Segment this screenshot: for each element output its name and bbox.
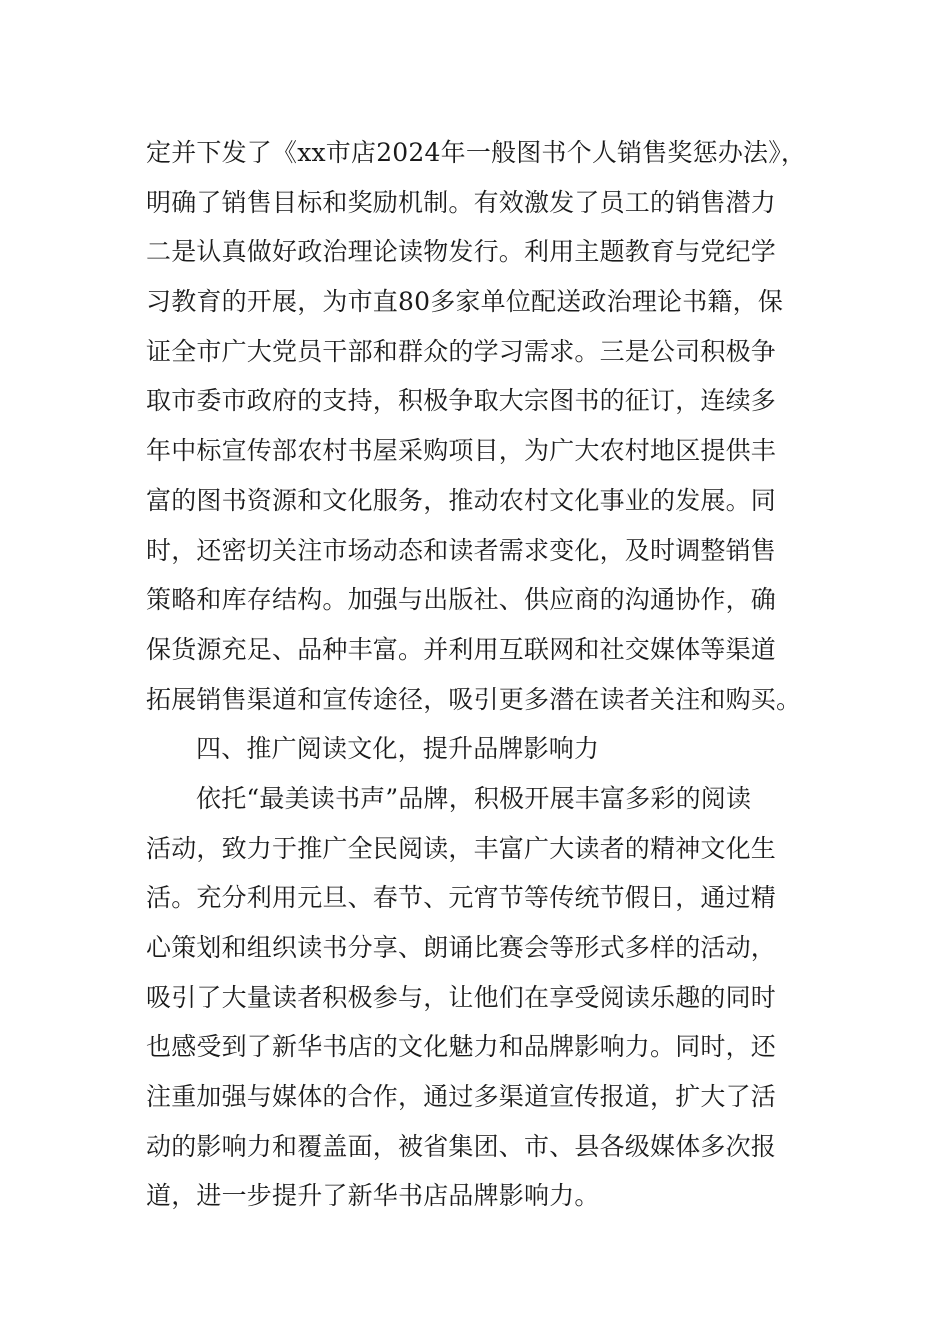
text-line: 二是认真做好政治理论读物发行。利用主题教育与党纪学 (146, 237, 777, 267)
text-line: 习教育的开展，为市直80多家单位配送政治理论书籍，保 (146, 287, 784, 317)
text-line: 注重加强与媒体的合作，通过多渠道宣传报道，扩大了活 (146, 1082, 777, 1112)
text-line: 也感受到了新华书店的文化魅力和品牌影响力。同时，还 (146, 1032, 777, 1062)
text-line: 明确了销售目标和奖励机制。有效激发了员工的销售潜力 (146, 187, 777, 217)
document-body (146, 128, 811, 1221)
text-line: 时，还密切关注市场动态和读者需求变化，及时调整销售 (146, 535, 777, 565)
text-line: 动的影响力和覆盖面，被省集团、市、县各级媒体多次报 (146, 1131, 777, 1161)
text-line: 年中标宣传部农村书屋采购项目，为广大农村地区提供丰 (146, 436, 777, 466)
text-line: 保货源充足、品种丰富。并利用互联网和社交媒体等渠道 (146, 634, 777, 664)
text-line: 心策划和组织读书分享、朗诵比赛会等形式多样的活动， (146, 933, 777, 962)
text-line: 活。充分利用元旦、春节、元宵节等传统节假日，通过精 (146, 883, 777, 913)
text-line: 证全市广大党员干部和群众的学习需求。三是公司积极争 (146, 336, 777, 366)
text-line: 取市委市政府的支持，积极争取大宗图书的征订，连续多 (146, 386, 777, 416)
text-line: 拓展销售渠道和宣传途径，吸引更多潜在读者关注和购买。 (146, 684, 802, 714)
text-line: 策略和库存结构。加强与出版社、供应商的沟通协作，确 (146, 585, 777, 615)
text-line: 活动，致力于推广全民阅读，丰富广大读者的精神文化生 (146, 833, 777, 863)
text-line: 道，进一步提升了新华书店品牌影响力。 (146, 1181, 600, 1211)
text-line: 富的图书资源和文化服务，推动农村文化事业的发展。同 (146, 485, 777, 515)
section-heading: 四、推广阅读文化，提升品牌影响力 (196, 734, 600, 764)
text-line: 定并下发了《xx市店2024年一般图书个人销售奖惩办法》， (146, 138, 807, 167)
text-line: 吸引了大量读者积极参与，让他们在享受阅读乐趣的同时 (146, 982, 777, 1012)
text-line: 依托“最美读书声”品牌，积极开展丰富多彩的阅读 (196, 783, 752, 813)
